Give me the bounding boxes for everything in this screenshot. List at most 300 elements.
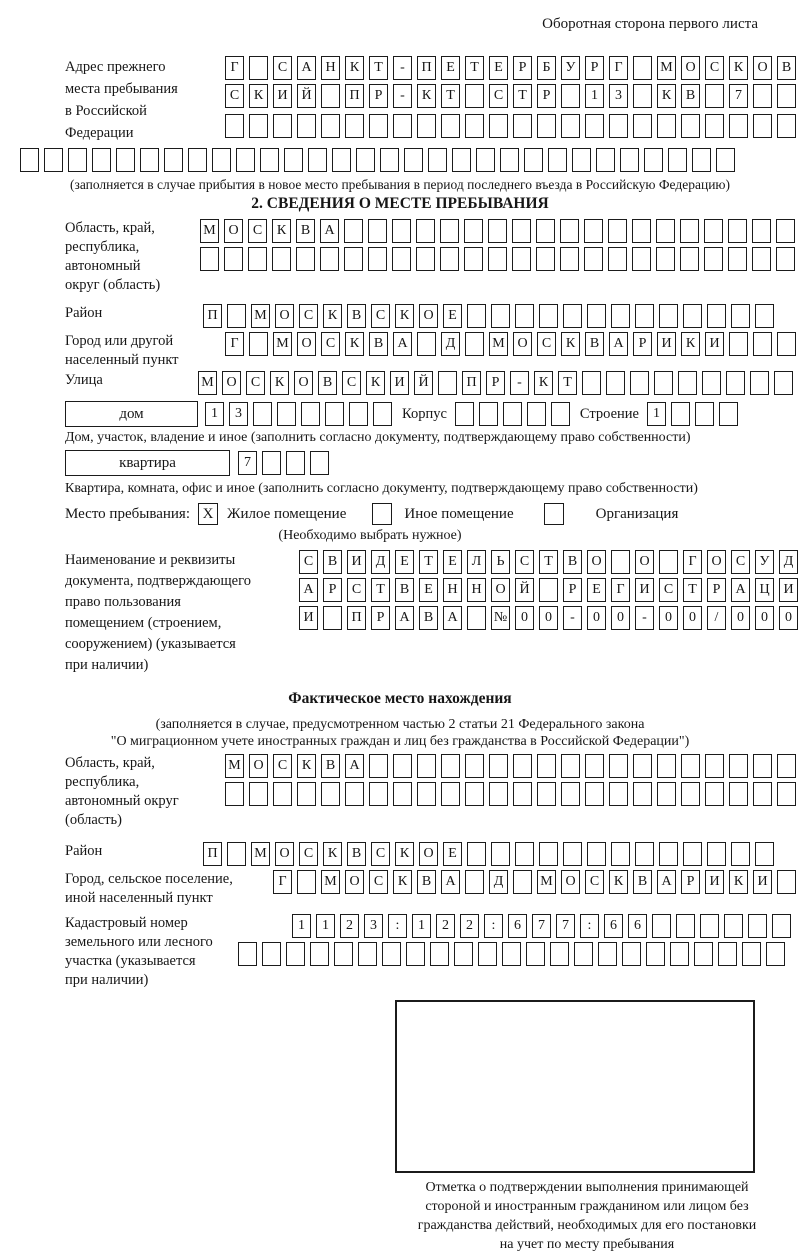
char-box: 1 — [585, 84, 604, 108]
char-box — [654, 371, 673, 395]
char-box: В — [417, 870, 436, 894]
char-box — [488, 219, 507, 243]
char-box — [753, 782, 772, 806]
char-box — [776, 247, 795, 271]
char-box — [467, 304, 486, 328]
fact-district-section — [20, 842, 780, 866]
checkbox-organization — [544, 503, 564, 525]
char-box — [729, 332, 748, 356]
char-box: Д — [779, 550, 798, 574]
char-box: 1 — [412, 914, 431, 938]
char-box — [212, 148, 231, 172]
char-box: С — [537, 332, 556, 356]
char-box — [630, 371, 649, 395]
char-box: - — [393, 56, 412, 80]
place-type-row — [65, 503, 780, 525]
char-box — [455, 402, 474, 426]
header-note: Оборотная сторона первого листа — [542, 16, 758, 32]
char-box: И — [273, 84, 292, 108]
char-box — [774, 371, 793, 395]
char-box: Р — [585, 56, 604, 80]
char-box — [731, 304, 750, 328]
char-box — [608, 219, 627, 243]
char-box — [286, 451, 305, 475]
char-box: К — [270, 371, 289, 395]
char-box: Р — [323, 578, 342, 602]
char-box: Й — [515, 578, 534, 602]
fact-district-row — [203, 842, 774, 866]
char-box — [320, 247, 339, 271]
char-box — [572, 148, 591, 172]
char-box — [224, 247, 243, 271]
char-box — [464, 219, 483, 243]
stroenie-boxes — [647, 402, 738, 426]
char-box: В — [323, 550, 342, 574]
fact-region-row-2 — [225, 782, 796, 806]
char-box — [524, 148, 543, 172]
char-box: № — [491, 606, 510, 630]
char-box — [140, 148, 159, 172]
char-box — [561, 84, 580, 108]
char-box: К — [366, 371, 385, 395]
option-other-premises-label: Иное помещение — [404, 505, 514, 522]
char-box — [620, 148, 639, 172]
char-box: С — [369, 870, 388, 894]
char-box: О — [635, 550, 654, 574]
char-box — [755, 842, 774, 866]
char-box: Е — [443, 304, 462, 328]
fact-subtitle-2: "О миграционном учете иностранных граждан и лиц без гражданства в Российской Федерации") — [110, 734, 690, 749]
char-box — [680, 219, 699, 243]
char-box: Д — [371, 550, 390, 574]
char-box — [551, 402, 570, 426]
char-box: А — [299, 578, 318, 602]
char-box — [609, 114, 628, 138]
char-box — [611, 304, 630, 328]
char-box: 6 — [604, 914, 623, 938]
char-box — [724, 914, 743, 938]
char-box: Р — [681, 870, 700, 894]
char-box — [657, 114, 676, 138]
char-box: Л — [467, 550, 486, 574]
stay-region-label: Область, край, республика, автономный округ (область) — [65, 220, 161, 293]
char-box — [777, 870, 796, 894]
checkbox-residential: X — [198, 503, 218, 525]
char-box — [227, 304, 246, 328]
char-box — [479, 402, 498, 426]
char-box — [657, 754, 676, 778]
char-box: М — [657, 56, 676, 80]
char-box: А — [395, 606, 414, 630]
char-box: О — [345, 870, 364, 894]
char-box: Е — [419, 578, 438, 602]
char-box — [731, 842, 750, 866]
char-box: А — [657, 870, 676, 894]
char-box: Т — [441, 84, 460, 108]
char-box — [272, 247, 291, 271]
char-box — [441, 754, 460, 778]
char-box: 7 — [532, 914, 551, 938]
char-box — [20, 148, 39, 172]
char-box: В — [347, 304, 366, 328]
char-box: 0 — [611, 606, 630, 630]
char-box: С — [342, 371, 361, 395]
char-box: - — [393, 84, 412, 108]
char-box — [609, 754, 628, 778]
char-box — [489, 782, 508, 806]
char-box: К — [681, 332, 700, 356]
char-box — [249, 56, 268, 80]
checkbox-other-premises — [372, 503, 392, 525]
char-box — [476, 148, 495, 172]
char-box — [308, 148, 327, 172]
char-box: Н — [443, 578, 462, 602]
char-box: 2 — [460, 914, 479, 938]
char-box — [273, 782, 292, 806]
char-box: О — [419, 304, 438, 328]
char-box: 1 — [292, 914, 311, 938]
char-box — [777, 332, 796, 356]
char-box — [513, 870, 532, 894]
char-box — [539, 842, 558, 866]
char-box — [238, 942, 257, 966]
char-box: О — [419, 842, 438, 866]
char-box: 3 — [229, 402, 248, 426]
char-box: : — [580, 914, 599, 938]
char-box: С — [371, 842, 390, 866]
prev-address-label: Адрес прежнего места пребывания в Российской Федерации — [65, 59, 178, 141]
char-box: С — [731, 550, 750, 574]
char-box — [587, 304, 606, 328]
char-box: В — [777, 56, 796, 80]
char-box — [719, 402, 738, 426]
char-box: И — [635, 578, 654, 602]
char-box — [92, 148, 111, 172]
char-box — [678, 371, 697, 395]
char-box — [513, 114, 532, 138]
char-box — [253, 402, 272, 426]
char-box — [416, 219, 435, 243]
char-box — [585, 782, 604, 806]
char-box — [188, 148, 207, 172]
house-label-box: дом — [65, 401, 198, 427]
char-box: 6 — [628, 914, 647, 938]
char-box: 0 — [515, 606, 534, 630]
char-box — [659, 550, 678, 574]
char-box — [321, 114, 340, 138]
char-box — [489, 114, 508, 138]
char-box — [441, 782, 460, 806]
char-box: А — [320, 219, 339, 243]
char-box: Г — [611, 578, 630, 602]
char-box — [700, 914, 719, 938]
section2-title: 2. СВЕДЕНИЯ О МЕСТЕ ПРЕБЫВАНИЯ — [251, 195, 549, 212]
char-box — [753, 332, 772, 356]
char-box — [539, 578, 558, 602]
char-box — [742, 942, 761, 966]
char-box — [286, 942, 305, 966]
char-box: Р — [371, 606, 390, 630]
char-box — [344, 247, 363, 271]
char-box: П — [203, 304, 222, 328]
char-box — [563, 304, 582, 328]
char-box — [116, 148, 135, 172]
char-box: К — [393, 870, 412, 894]
char-box — [777, 782, 796, 806]
char-box: / — [707, 606, 726, 630]
char-box — [656, 219, 675, 243]
char-box: О — [753, 56, 772, 80]
char-box: К — [297, 754, 316, 778]
char-box: К — [395, 304, 414, 328]
char-box — [297, 782, 316, 806]
char-box: А — [345, 754, 364, 778]
char-box — [704, 219, 723, 243]
char-box: К — [534, 371, 553, 395]
char-box: И — [705, 332, 724, 356]
char-box: 0 — [779, 606, 798, 630]
char-box: Е — [441, 56, 460, 80]
fact-district-label: Район — [65, 843, 103, 859]
char-box: О — [491, 578, 510, 602]
char-box: 7 — [729, 84, 748, 108]
korpus-boxes — [455, 402, 570, 426]
char-box — [325, 402, 344, 426]
apartment-boxes — [238, 451, 329, 475]
char-box — [633, 754, 652, 778]
char-box — [766, 942, 785, 966]
char-box — [44, 148, 63, 172]
char-box — [349, 402, 368, 426]
char-box: П — [462, 371, 481, 395]
fact-title: Фактическое место нахождения — [288, 690, 512, 707]
char-box: О — [707, 550, 726, 574]
char-box — [574, 942, 593, 966]
char-box — [632, 247, 651, 271]
char-box: В — [681, 84, 700, 108]
char-box — [560, 219, 579, 243]
prev-address-caption: (заполняется в случае прибытия в новое место пребывания в период последнего въезда в Российскую Федерацию) — [69, 177, 731, 192]
char-box: 1 — [205, 402, 224, 426]
char-box — [646, 942, 665, 966]
stay-district-section — [20, 304, 780, 328]
char-box: А — [609, 332, 628, 356]
char-box — [561, 754, 580, 778]
char-box: К — [609, 870, 628, 894]
char-box — [633, 56, 652, 80]
char-box: А — [443, 606, 462, 630]
char-box — [707, 304, 726, 328]
char-box: К — [249, 84, 268, 108]
char-box: В — [321, 754, 340, 778]
char-box — [611, 550, 630, 574]
char-box — [489, 754, 508, 778]
char-box — [752, 219, 771, 243]
prev-address-section — [20, 56, 792, 144]
char-box: К — [417, 84, 436, 108]
korpus-label: Корпус — [402, 406, 447, 422]
char-box — [671, 402, 690, 426]
char-box — [563, 842, 582, 866]
char-box: Д — [441, 332, 460, 356]
char-box: В — [369, 332, 388, 356]
char-box: Е — [443, 842, 462, 866]
char-box: 1 — [647, 402, 666, 426]
char-box — [539, 304, 558, 328]
char-box — [596, 148, 615, 172]
char-box — [537, 754, 556, 778]
char-box — [632, 219, 651, 243]
stay-city-section — [20, 332, 780, 370]
char-box — [526, 942, 545, 966]
char-box — [465, 870, 484, 894]
cadastre-label: Кадастровый номер земельного или лесного участка (указывается при наличии) — [65, 915, 213, 988]
char-box — [310, 942, 329, 966]
char-box: М — [225, 754, 244, 778]
stay-street-section — [20, 371, 780, 395]
char-box: О — [297, 332, 316, 356]
char-box: А — [731, 578, 750, 602]
char-box — [454, 942, 473, 966]
char-box — [644, 148, 663, 172]
char-box — [296, 247, 315, 271]
char-box — [380, 148, 399, 172]
char-box: М — [273, 332, 292, 356]
char-box: Т — [369, 56, 388, 80]
char-box — [248, 247, 267, 271]
char-box: В — [296, 219, 315, 243]
char-box — [368, 219, 387, 243]
char-box: С — [585, 870, 604, 894]
char-box: Б — [537, 56, 556, 80]
char-box — [373, 402, 392, 426]
char-box — [683, 304, 702, 328]
char-box: Г — [609, 56, 628, 80]
char-box — [582, 371, 601, 395]
place-type-hint: (Необходимо выбрать нужное) — [278, 528, 462, 543]
char-box — [670, 942, 689, 966]
char-box: С — [248, 219, 267, 243]
cadastre-section — [20, 914, 780, 990]
char-box: П — [203, 842, 222, 866]
char-box — [321, 84, 340, 108]
char-box — [598, 942, 617, 966]
char-box: Г — [225, 332, 244, 356]
char-box: Р — [486, 371, 505, 395]
char-box — [512, 247, 531, 271]
char-box — [729, 754, 748, 778]
stay-street-row — [198, 371, 793, 395]
char-box — [465, 114, 484, 138]
char-box — [249, 782, 268, 806]
char-box — [777, 754, 796, 778]
char-box: Р — [633, 332, 652, 356]
char-box: Ц — [755, 578, 774, 602]
char-box — [659, 304, 678, 328]
char-box — [753, 84, 772, 108]
char-box — [716, 148, 735, 172]
char-box — [465, 754, 484, 778]
char-box: : — [388, 914, 407, 938]
char-box: С — [347, 578, 366, 602]
char-box — [297, 114, 316, 138]
char-box — [334, 942, 353, 966]
char-box — [321, 782, 340, 806]
stay-street-label: Улица — [65, 372, 103, 388]
char-box — [260, 148, 279, 172]
char-box: С — [705, 56, 724, 80]
char-box — [683, 842, 702, 866]
char-box — [393, 114, 412, 138]
char-box: Т — [539, 550, 558, 574]
char-box: К — [729, 870, 748, 894]
char-box — [694, 942, 713, 966]
char-box — [755, 304, 774, 328]
fact-region-section — [20, 754, 780, 830]
char-box — [633, 114, 652, 138]
char-box: : — [484, 914, 503, 938]
char-box: П — [417, 56, 436, 80]
char-box — [536, 219, 555, 243]
char-box: Р — [537, 84, 556, 108]
char-box: М — [489, 332, 508, 356]
char-box — [681, 754, 700, 778]
char-box: О — [681, 56, 700, 80]
char-box: Г — [225, 56, 244, 80]
char-box — [68, 148, 87, 172]
char-box: К — [729, 56, 748, 80]
char-box: Е — [489, 56, 508, 80]
char-box — [776, 219, 795, 243]
char-box: Т — [419, 550, 438, 574]
char-box: 1 — [316, 914, 335, 938]
char-box — [465, 332, 484, 356]
char-box: А — [441, 870, 460, 894]
fact-city-section — [20, 870, 780, 908]
char-box — [345, 114, 364, 138]
char-box: В — [563, 550, 582, 574]
char-box — [301, 402, 320, 426]
prev-address-row-1 — [225, 56, 796, 80]
char-box — [262, 451, 281, 475]
prev-address-row-4 — [20, 148, 780, 172]
char-box: О — [275, 842, 294, 866]
cadastre-row-2 — [238, 942, 791, 966]
char-box — [465, 84, 484, 108]
char-box: С — [371, 304, 390, 328]
char-box: С — [273, 56, 292, 80]
char-box — [728, 247, 747, 271]
prev-address-row-3 — [225, 114, 796, 138]
char-box: Д — [489, 870, 508, 894]
char-box: Н — [467, 578, 486, 602]
char-box: О — [561, 870, 580, 894]
char-box: Т — [683, 578, 702, 602]
char-box: 6 — [508, 914, 527, 938]
char-box — [561, 114, 580, 138]
char-box: Г — [683, 550, 702, 574]
char-box — [536, 247, 555, 271]
char-box: Е — [587, 578, 606, 602]
char-box — [491, 304, 510, 328]
char-box — [406, 942, 425, 966]
char-box — [705, 782, 724, 806]
char-box — [249, 332, 268, 356]
char-box — [417, 782, 436, 806]
char-box: М — [537, 870, 556, 894]
char-box: Е — [443, 550, 462, 574]
char-box — [729, 782, 748, 806]
